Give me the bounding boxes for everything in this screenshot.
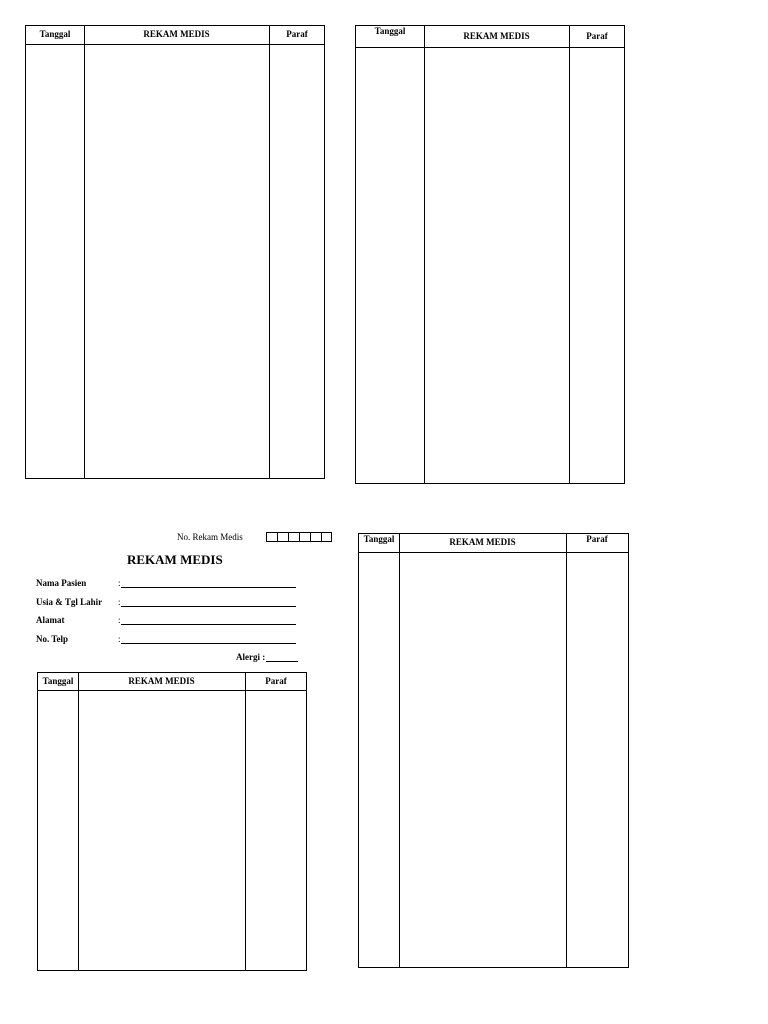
header-paraf: Paraf xyxy=(286,29,308,39)
field-label: No. Telp xyxy=(36,633,69,644)
field-separator: : xyxy=(118,578,121,588)
column-divider xyxy=(566,534,567,967)
column-divider xyxy=(569,26,570,483)
column-divider xyxy=(424,26,425,483)
header-tanggal: Tanggal xyxy=(363,534,395,544)
field-separator: : xyxy=(118,596,121,607)
header-paraf: Paraf xyxy=(586,534,608,544)
record-table-bottom-right xyxy=(358,533,629,968)
record-table-top-right xyxy=(355,25,625,484)
record-number-label: No. Rekam Medis xyxy=(177,532,243,542)
column-divider xyxy=(245,673,246,970)
record-number-digit-box[interactable] xyxy=(266,532,277,542)
field-label: Usia & Tgl Lahir xyxy=(36,596,103,607)
field-separator: : xyxy=(118,615,121,625)
record-number-digit-box[interactable] xyxy=(277,532,288,542)
field-separator: : xyxy=(118,633,121,644)
column-divider xyxy=(84,26,85,478)
form-title: REKAM MEDIS xyxy=(127,552,223,567)
header-tanggal: Tanggal xyxy=(39,29,71,39)
allergy-line[interactable] xyxy=(266,661,298,662)
record-number-digit-box[interactable] xyxy=(299,532,310,542)
header-divider xyxy=(356,47,624,48)
column-divider xyxy=(269,26,270,478)
field-label: Alamat xyxy=(36,615,65,625)
record-number-boxes[interactable] xyxy=(266,532,332,542)
column-divider xyxy=(78,673,79,970)
record-table-top-left xyxy=(25,25,325,479)
header-rekam-medis: REKAM MEDIS xyxy=(463,31,530,41)
field-input-line[interactable] xyxy=(121,624,296,625)
record-number-digit-box[interactable] xyxy=(310,532,321,542)
header-tanggal: Tanggal xyxy=(374,26,406,36)
allergy-label: Alergi : xyxy=(236,652,266,662)
field-input-line[interactable] xyxy=(121,606,296,607)
header-paraf: Paraf xyxy=(586,31,608,41)
record-table-bottom-left xyxy=(37,672,307,971)
header-tanggal: Tanggal xyxy=(42,676,74,686)
header-divider xyxy=(26,44,324,45)
column-divider xyxy=(399,534,400,967)
field-label: Nama Pasien xyxy=(36,578,87,588)
header-rekam-medis: REKAM MEDIS xyxy=(128,676,195,686)
header-rekam-medis: REKAM MEDIS xyxy=(449,537,516,547)
record-number-digit-box[interactable] xyxy=(288,532,299,542)
record-number-digit-box[interactable] xyxy=(321,532,332,542)
header-rekam-medis: REKAM MEDIS xyxy=(143,29,210,39)
header-paraf: Paraf xyxy=(265,676,287,686)
field-input-line[interactable] xyxy=(121,643,296,644)
field-input-line[interactable] xyxy=(121,587,296,588)
